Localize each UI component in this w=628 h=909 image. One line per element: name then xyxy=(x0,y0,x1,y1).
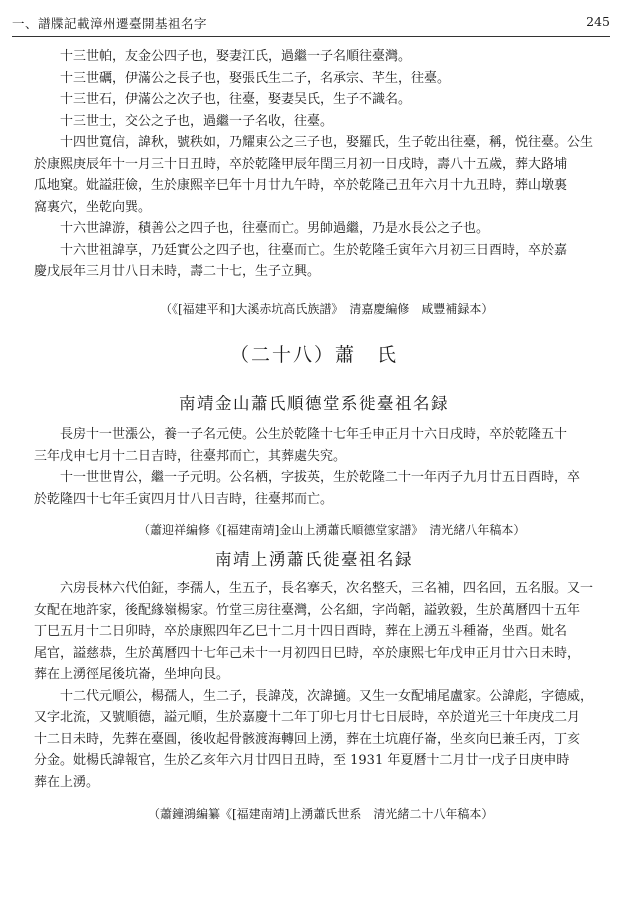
text-line: 窩裏穴，坐乾向巽。 xyxy=(34,199,152,215)
source-citation: （《[福建平和]大溪赤坑高氏族譜》 清嘉慶編修 咸豐補録本） xyxy=(160,302,494,316)
text-line: 十二日未時，先葬在臺圓，後收起骨骸渡海轉回上湧，葬在土坑鹿仔崙，坐亥向巳兼壬丙，丁亥 xyxy=(34,731,581,747)
gao-clan-entries xyxy=(34,46,594,283)
text-line: 葬在上湧。 xyxy=(34,774,100,790)
section-title: （二十八）蕭 氏 xyxy=(229,344,398,366)
text-line: 長房十一世漲公，養一子名元使。公生於乾隆十七年壬申正月十六日戌時，卒於乾隆五十 xyxy=(60,427,568,442)
text-line: 又字北流，又號順德，謚元順，生於嘉慶十二年丁卯七月廿七日辰時，卒於道光三十年庚戌二月 xyxy=(34,710,581,725)
text-line: 十六世祖諱享，乃廷實公之四子也，往臺而亡。生於乾隆壬寅年六月初三日酉時，卒於嘉 xyxy=(60,242,568,258)
jinshan-xiao-entries xyxy=(34,424,590,510)
text-line: 十三世士，交公之子也，過繼一子名收，往臺。 xyxy=(60,113,334,129)
text-line: 丁巳五月十二日卯時，卒於康熙四年乙巳十二月十四日酉時，葬在上湧五斗種崙，坐酉。妣名 xyxy=(34,624,568,639)
text-line: 十三世礪，伊滿公之長子也，娶張氏生二子，名承宗、芊生，往臺。 xyxy=(60,70,451,86)
text-line: 葬在上湧徑尾後坑崙，坐坤向艮。 xyxy=(34,667,230,682)
text-line: 十四世寬信，諱秋，號秩如，乃耀東公之三子也，娶羅氏，生子乾出往臺，稱，悦往臺。公生 xyxy=(60,135,594,150)
text-line: 瓜地窠。妣謚莊儉，生於康熙辛巳年十月廿九午時，卒於乾隆己丑年六月十九丑時，葬山墩裏 xyxy=(34,178,568,193)
shangyong-xiao-entries xyxy=(34,578,594,793)
text-line: 十三世帕，友金公四子也，娶妻江氏，過繼一子名順往臺灣。 xyxy=(60,49,412,64)
text-line: 慶戊辰年三月廿八日未時，壽二十七，生子立興。 xyxy=(34,264,321,279)
text-line: 尾官，謚慈恭，生於萬曆四十七年己未十一月初四日巳時，卒於康熙七年戊申正月廿六日未時， xyxy=(34,645,581,661)
subsection-title: 南靖金山蕭氏順德堂系徙臺祖名録 xyxy=(179,394,449,413)
running-header xyxy=(12,14,610,36)
header-rule xyxy=(12,36,610,37)
text-line: 分金。妣楊氏諱報官，生於乙亥年六月廿四日丑時，至 1931 年夏曆十二月廿一戊子日庚申時 xyxy=(34,753,570,768)
page-number: 245 xyxy=(586,14,610,29)
source-citation: （蕭迎祥編修《[福建南靖]金山上湧蕭氏順德堂家譜》 清光緒八年稿本） xyxy=(138,523,526,537)
subsection-title: 南靖上湧蕭氏徙臺祖名録 xyxy=(215,550,413,569)
text-line: 六房長林六代伯鉦，李孺人，生五子，長名搴夭，次名整夭，三名補，四名回，五名服。又一 xyxy=(60,581,594,596)
text-line: 十二代元順公，楊孺人，生二子，長諱茂，次諱擿。又生一女配埔尾盧家。公諱彪，字德威， xyxy=(60,688,594,704)
text-line: 於康熙庚辰年十一月三十日丑時，卒於乾隆甲辰年閏三月初一日戌時，壽八十五歲，葬大路埔 xyxy=(34,156,568,172)
text-line: 十六世諱游，積善公之四子也，往臺而亡。男帥過繼，乃是水長公之子也。 xyxy=(60,221,490,236)
text-line: 三年戊申七月十二日吉時，往臺邦而亡，其葬處失究。 xyxy=(34,448,347,464)
header-title: 一、譜牒記載漳州遷臺開基祖名字 xyxy=(12,16,208,31)
text-line: 十三世石，伊滿公之次子也，往臺，娶妻吴氏，生子不識名。 xyxy=(60,92,412,107)
text-line: 十一世世胄公，繼一子元明。公名栖，字拔英，生於乾隆二十一年丙子九月廿五日酉時，卒 xyxy=(60,470,581,485)
text-line: 女配在地許家，後配緣嶺楊家。竹堂三房往臺灣，公名細，字尚韜，謚敦毅，生於萬曆四十五年 xyxy=(34,602,581,618)
text-line: 於乾隆四十七年壬寅四月廿八日吉時，往臺邦而亡。 xyxy=(34,491,334,507)
source-citation: （蕭鐘鴻編纂《[福建南靖]上湧蕭氏世系 清光緒二十八年稿本） xyxy=(148,807,494,821)
